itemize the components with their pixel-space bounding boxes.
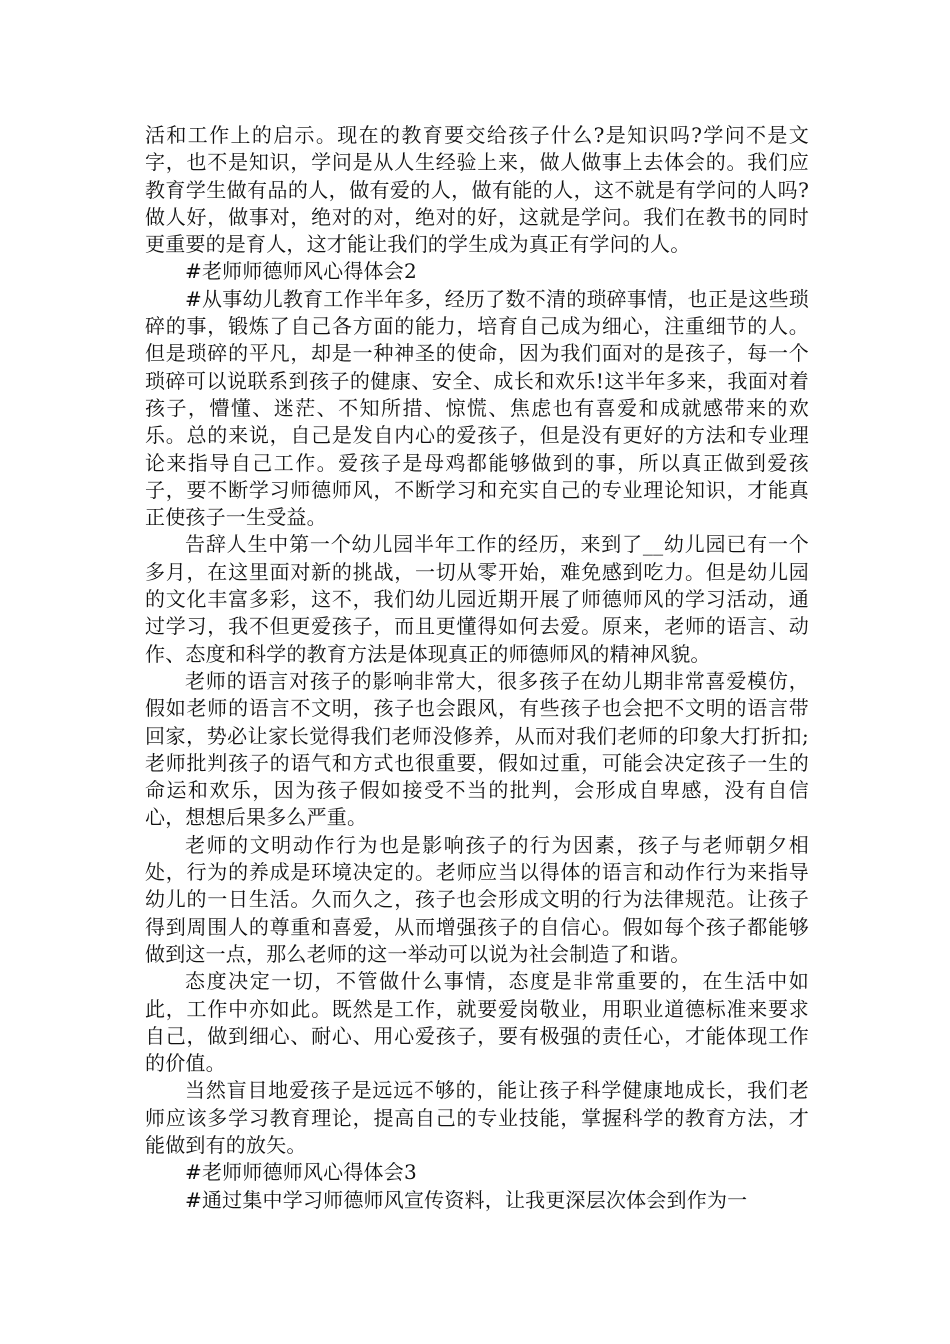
paragraph-continuation: 活和工作上的启示。现在的教育要交给孩子什么?是知识吗?学问不是文字，也不是知识，学问是从人生经验上来，做人做事上去体会的。我们应教育学生做有品的人，做有爱的人，做有能的人，这不就是有学问的人吗?做人好，做事对，绝对的对，绝对的好，这就是学问。我们在教书的同时更重要的是育人，这才能让我们的学生成为真正有学问的人。 xyxy=(145,123,809,257)
paragraph: 老师的文明动作行为也是影响孩子的行为因素，孩子与老师朝夕相处，行为的养成是环境决定的。老师应当以得体的语言和动作行为来指导幼儿的一日生活。久而久之，孩子也会形成文明的行为法律规范。让孩子得到周围人的尊重和喜爱，从而增强孩子的自信心。假如每个孩子都能够做到这一点，那么老师的这一举动可以说为社会制造了和谐。 xyxy=(145,832,809,966)
document-body xyxy=(145,122,809,1214)
section-heading-3: #老师师德师风心得体会3 xyxy=(185,1160,417,1185)
paragraph: 态度决定一切，不管做什么事情，态度是非常重要的，在生活中如此，工作中亦如此。既然是工作，就要爱岗敬业，用职业道德标准来要求自己，做到细心、耐心、用心爱孩子，要有极强的责任心，才能体现工作的价值。 xyxy=(145,969,809,1076)
paragraph: 当然盲目地爱孩子是远远不够的，能让孩子科学健康地成长，我们老师应该多学习教育理论，提高自己的专业技能，掌握科学的教育方法，才能做到有的放矢。 xyxy=(145,1078,809,1157)
paragraph: 老师的语言对孩子的影响非常大，很多孩子在幼儿期非常喜爱模仿，假如老师的语言不文明，孩子也会跟风，有些孩子也会把不文明的语言带回家，势必让家长觉得我们老师没修养，从而对我们老师的印象大打折扣;老师批判孩子的语气和方式也很重要，假如过重，可能会决定孩子一生的命运和欢乐，因为孩子假如接受不当的批判，会形成自卑感，没有自信心，想想后果多么严重。 xyxy=(145,668,809,830)
paragraph: #从事幼儿教育工作半年多，经历了数不清的琐碎事情，也正是这些琐碎的事，锻炼了自己各方面的能力，培育自己成为细心，注重细节的人。但是琐碎的平凡，却是一种神圣的使命，因为我们面对的是孩子，每一个琐碎可以说联系到孩子的健康、安全、成长和欢乐!这半年多来，我面对着孩子，懵懂、迷茫、不知所措、惊慌、焦虑也有喜爱和成就感带来的欢乐。总的来说，自己是发自内心的爱孩子，但是没有更好的方法和专业理论来指导自己工作。爱孩子是母鸡都能够做到的事，所以真正做到爱孩子，要不断学习师德师风，不断学习和充实自己的专业理论知识，才能真正使孩子一生受益。 xyxy=(145,286,809,530)
paragraph: 告辞人生中第一个幼儿园半年工作的经历，来到了__幼儿园已有一个多月，在这里面对新的挑战，一切从零开始，难免感到吃力。但是幼儿园的文化丰富多彩，这不，我们幼儿园近期开展了师德师风的学习活动，通过学习，我不但更爱孩子，而且更懂得如何去爱。原来，老师的语言、动作、态度和科学的教育方法是体现真正的师德师风的精神风貌。 xyxy=(145,532,809,666)
section-heading-2: #老师师德师风心得体会2 xyxy=(185,259,417,284)
paragraph: #通过集中学习师德师风宣传资料，让我更深层次体会到作为一 xyxy=(185,1187,748,1212)
